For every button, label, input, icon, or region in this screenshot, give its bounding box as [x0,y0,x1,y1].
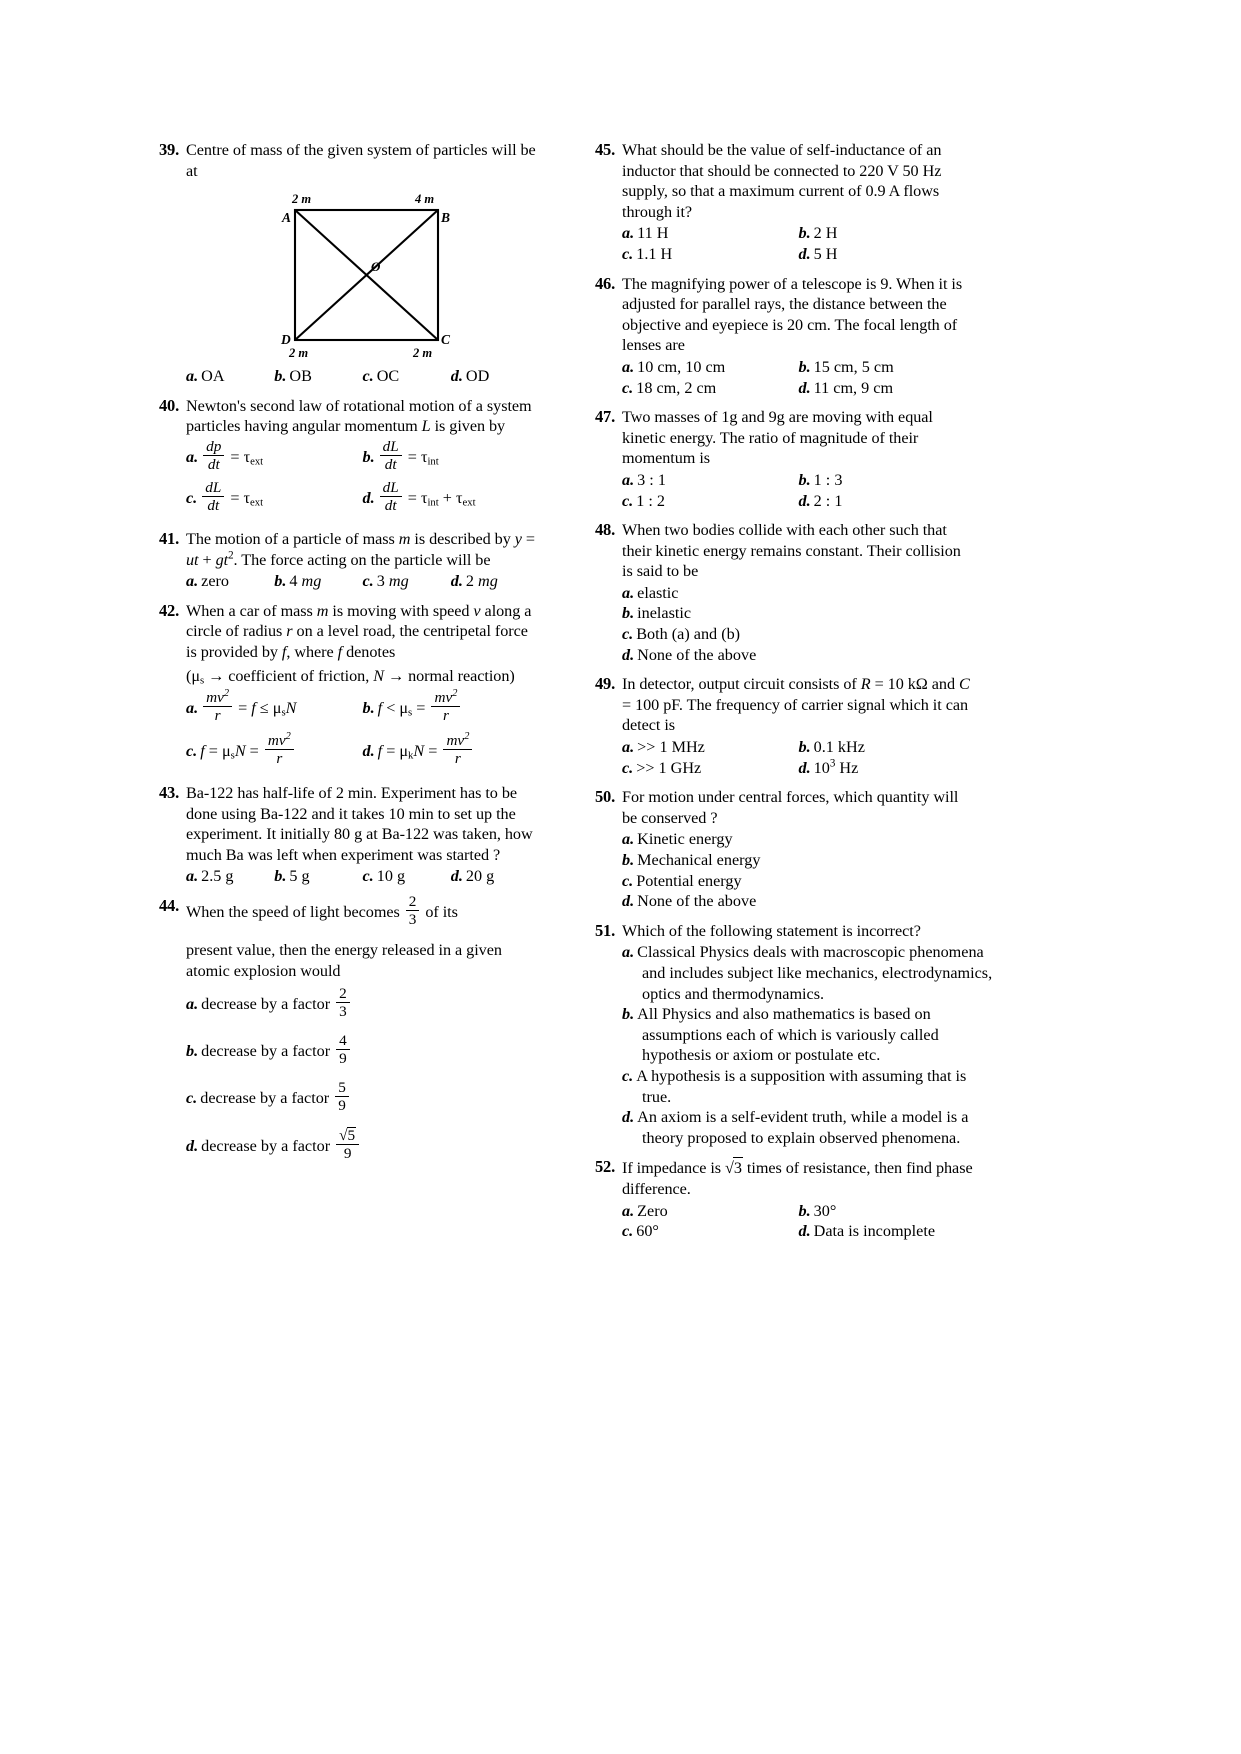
option-text: decrease by a factor $\frac{5}{9}$ [200,1089,351,1107]
option-label: a. [622,830,635,849]
options-52 [622,1201,975,1242]
option-label: c. [622,1222,634,1241]
option-d[interactable] [186,1123,539,1171]
option-text: Zero [637,1201,668,1220]
option-text: OA [201,367,225,386]
question-number: 44. [158,895,179,915]
option-d[interactable] [799,491,976,512]
option-b[interactable] [274,571,362,592]
option-label: d. [186,1136,199,1155]
option-label: c. [622,1066,634,1085]
option-label: b. [798,224,811,243]
options-39 [186,366,539,387]
vertex-label-b: B [441,210,451,226]
question-number: 46. [594,273,615,293]
option-b[interactable] [622,1004,995,1066]
option-text: 30° [813,1201,837,1220]
option-label: d. [798,244,811,263]
option-a[interactable] [186,438,363,479]
option-c[interactable] [622,871,975,892]
option-d[interactable] [799,244,976,265]
option-label: d. [362,742,375,761]
option-label: b. [274,572,287,591]
question-stem: When a car of mass m is moving with speed v along a circle of radius r on a level road, the centripetal force is provided by f, where f denotes [186,601,532,661]
option-label: d. [450,367,463,386]
options-51 [622,942,993,1148]
question-47 [581,407,975,511]
question-stem: Centre of mass of the given system of particles will be at [186,141,536,180]
option-label: a. [186,995,199,1014]
option-text: 1 : 2 [636,491,666,510]
option-label: a. [186,448,199,467]
option-a[interactable] [622,470,799,491]
option-text: 5 g [289,867,310,886]
mass-label-top-right: 4 m [415,192,435,207]
option-text: decrease by a factor $\frac{√5}{9}$ [201,1137,361,1155]
options-50 [622,829,975,911]
option-b[interactable] [799,1201,976,1222]
question-number: 42. [158,600,179,620]
option-label: d. [362,489,375,508]
option-a[interactable] [186,688,363,731]
option-c[interactable] [622,491,799,512]
option-label: a. [186,367,199,386]
option-text: 2 H [813,224,838,243]
question-number: 41. [158,528,179,548]
mass-label-bottom-right: 2 m [413,346,433,361]
option-label: a. [622,1201,635,1220]
option-text: OD [465,367,490,386]
option-b[interactable] [622,603,975,624]
option-label: c. [362,867,374,886]
option-a[interactable] [622,357,799,378]
question-stem: When two bodies collide with each other such that their kinetic energy remains constant. Their collision is said to be [622,521,961,581]
option-a[interactable] [186,571,274,592]
option-text: 0.1 kHz [813,738,865,757]
vertex-label-o: O [371,259,381,275]
option-text: 2 : 1 [813,491,843,510]
options-40 [186,438,539,520]
option-text: 2 mg [465,572,498,591]
option-label: b. [622,1005,635,1024]
question-stem: The magnifying power of a telescope is 9. When it is adjusted for parallel rays, the distance between the objective and eyepiece is 20 cm. The focal length of lenses are [622,274,963,355]
question-stem-cont: present value, then the energy released in a given atomic explosion would [186,940,502,980]
option-label: c. [362,367,374,386]
options-43 [186,866,539,887]
option-c[interactable] [186,731,363,774]
option-label: b. [798,1201,811,1220]
option-text: Mechanical energy [637,851,761,869]
option-a[interactable] [622,1201,799,1222]
option-text: Data is incomplete [813,1222,936,1241]
mass-label-bottom-left: 2 m [289,346,309,361]
option-label: b. [274,367,287,386]
option-text: 10 cm, 10 cm [637,357,726,376]
option-label: c. [186,1089,198,1108]
question-52 [581,1157,975,1241]
option-formula: $f = \mu_kN$ = $\frac{mv^2}{r}$ [378,742,475,760]
option-text: 5 H [813,244,838,263]
option-c[interactable] [622,378,799,399]
option-label: b. [362,448,375,467]
column-right [581,140,993,1251]
option-label: b. [622,851,635,869]
column-left [145,140,539,1251]
option-text: OC [376,367,400,386]
question-42 [145,601,539,774]
option-c[interactable] [363,866,451,887]
question-number: 39. [158,140,179,159]
option-label: c. [622,625,634,644]
option-label: d. [798,758,811,777]
options-41 [186,571,539,592]
option-text: 3 mg [376,572,409,591]
option-formula: $\frac{dL}{dt}$ = $\tau_{int} + \tau_{ext}$ [378,489,476,507]
option-label: b. [274,867,287,886]
option-formula: $\frac{dp}{dt}$ = $\tau_{ext}$ [201,448,263,466]
option-label: a. [186,572,199,591]
option-b[interactable] [274,366,362,387]
option-formula: $f < \mu_s$ = $\frac{mv^2}{r}$ [378,699,463,717]
option-label: c. [186,489,198,508]
options-49 [622,737,975,778]
option-a[interactable] [622,583,975,604]
option-d[interactable] [363,479,540,520]
option-text: 1.1 H [636,244,673,263]
option-text: inelastic [637,604,692,623]
vertex-label-c: C [441,332,451,348]
question-stem: Which of the following statement is incorrect? [622,921,921,940]
option-text: 20 g [465,867,495,886]
option-formula: $\frac{dL}{dt}$ = $\tau_{ext}$ [200,489,263,507]
option-text: 2.5 g [201,867,234,886]
option-label: c. [622,244,634,263]
option-label: d. [798,1222,811,1241]
option-d[interactable] [799,1221,976,1242]
option-text: $10^3$ Hz [813,757,859,777]
option-text: Both (a) and (b) [636,625,741,644]
option-c[interactable] [186,1076,539,1123]
options-44 [186,982,539,1171]
option-label: c. [186,742,198,761]
option-b[interactable] [186,1029,539,1076]
option-b[interactable] [799,357,976,378]
option-b[interactable] [274,866,362,887]
options-47 [622,470,975,511]
option-a[interactable] [622,737,799,758]
question-number: 43. [158,783,179,802]
option-d[interactable] [622,891,975,912]
question-stem: Newton's second law of rotational motion of a system particles having angular momentum L is given by [186,396,532,436]
option-text: An axiom is a self-evident truth, while a model is a theory proposed to explain observed phenomena. [637,1108,969,1147]
question-41 [145,529,539,592]
question-50 [581,787,975,912]
question-43 [145,783,539,887]
option-c[interactable] [622,624,975,645]
option-formula: $f = \mu_sN$ = $\frac{mv^2}{r}$ [200,742,296,760]
option-label: d. [450,572,463,591]
option-text: 18 cm, 2 cm [636,378,717,397]
option-text: 11 H [637,224,669,243]
option-text: None of the above [637,645,757,664]
option-d[interactable] [799,378,976,399]
option-label: d. [622,1108,635,1127]
option-label: d. [622,892,635,911]
option-text: All Physics and also mathematics is based on assumptions each of which is variously called hypothesis or axiom or postulate etc. [637,1005,939,1065]
option-d[interactable] [622,645,975,666]
option-text: 11 cm, 9 cm [813,378,894,397]
options-45 [622,223,975,264]
option-c[interactable] [363,571,451,592]
option-c[interactable] [622,1221,799,1242]
option-a[interactable] [622,223,799,244]
question-51 [581,920,993,1149]
vertex-label-a: A [282,210,292,226]
option-text: >> 1 GHz [636,758,702,777]
option-label: c. [622,758,634,777]
option-label: a. [622,738,635,757]
option-c[interactable] [622,1066,995,1107]
option-c[interactable] [363,366,451,387]
option-d[interactable] [799,758,976,779]
option-b[interactable] [622,850,975,871]
question-stem: If impedance is √3 times of resistance, then find phase difference. [622,1159,973,1198]
option-d[interactable] [622,1107,995,1148]
option-text: >> 1 MHz [637,738,705,757]
option-label: a. [186,699,199,718]
option-b[interactable] [799,470,976,491]
question-49 [581,674,975,778]
question-stem: Two masses of 1g and 9g are moving with equal kinetic energy. The ratio of magnitude of their momentum is [622,408,933,468]
option-text: Potential energy [636,871,742,890]
option-label: a. [186,867,199,886]
option-c[interactable] [622,244,799,265]
option-label: b. [622,604,635,623]
option-label: c. [622,871,634,890]
option-label: b. [362,699,375,718]
option-d[interactable] [451,571,539,592]
question-stem: For motion under central forces, which quantity will be conserved ? [622,788,959,827]
option-b[interactable] [363,688,540,731]
option-label: a. [622,583,635,602]
option-label: a. [622,357,635,376]
option-a[interactable] [622,942,995,1004]
question-number: 49. [594,674,615,694]
option-label: b. [186,1042,199,1061]
question-note: ($\mu_s$ → coefficient of friction, N → normal reaction) [186,667,515,688]
option-text: 15 cm, 5 cm [813,357,894,376]
option-text: A hypothesis is a supposition with assuming that is true. [636,1066,967,1106]
vertex-label-d: D [281,332,291,348]
option-label: d. [622,645,635,664]
option-label: a. [622,224,635,243]
option-label: d. [798,378,811,397]
option-text: None of the above [637,892,757,911]
option-text: zero [201,572,229,591]
option-text: decrease by a factor $\frac{2}{3}$ [201,995,352,1013]
question-stem: The motion of a particle of mass m is described by y = ut + $gt^2$. The force acting on the particle will be [186,529,535,569]
question-stem: Ba-122 has half-life of 2 min. Experiment has to be done using Ba-122 and it takes 10 min to set up the experiment. It initially 80 g at Ba-122 was taken, how much Ba was left when experiment was started ? [186,784,533,864]
question-number: 47. [594,407,615,427]
option-formula: $\frac{dL}{dt}$ = $\tau_{int}$ [378,448,439,466]
question-stem: What should be the value of self-inductance of an inductor that should be connected to 220 V 50 Hz supply, so that a maximum current of 0.9 A flows through it? [622,141,942,221]
option-label: d. [798,491,811,510]
option-b[interactable] [799,223,976,244]
question-39 [145,140,539,387]
option-label: b. [798,357,811,376]
option-a[interactable] [622,829,975,850]
option-formula: $\frac{mv^2}{r}$ = $f \le \mu_sN$ [201,699,296,717]
option-text: 10 g [376,867,406,886]
mass-label-top-left: 2 m [292,192,312,207]
question-number: 50. [594,787,615,807]
option-c[interactable] [186,479,363,520]
option-b[interactable] [363,438,540,479]
question-45 [581,140,975,265]
question-46 [581,274,975,399]
option-a[interactable] [186,982,539,1029]
option-label: d. [450,867,463,886]
options-46 [622,357,975,398]
option-label: b. [798,470,811,489]
option-label: a. [622,470,635,489]
option-label: c. [622,378,634,397]
question-number: 52. [594,1157,615,1177]
option-text: 3 : 1 [637,470,666,489]
question-stem: In detector, output circuit consists of R = 10 kΩ and C = 100 pF. The frequency of carrier signal which it can detect is [622,675,970,735]
option-d[interactable] [363,731,540,774]
options-42 [186,688,539,774]
question-number: 48. [594,520,615,540]
option-label: b. [798,738,811,757]
question-number: 51. [594,920,615,940]
option-text: 1 : 3 [813,470,843,489]
option-text: OB [289,367,312,386]
option-d[interactable] [451,866,539,887]
option-text: 4 mg [289,572,322,591]
option-a[interactable] [186,866,274,887]
question-number: 45. [594,140,615,159]
option-text: Classical Physics deals with macroscopic phenomena and includes subject like mechanics, electrodynamics, optics and thermodynamics. [637,943,993,1003]
option-label: a. [622,943,635,962]
option-a[interactable] [186,366,274,387]
question-40 [145,396,539,520]
option-text: Kinetic energy [637,830,733,849]
option-text: decrease by a factor $\frac{4}{9}$ [201,1042,352,1060]
option-c[interactable] [622,758,799,779]
option-b[interactable] [799,737,976,758]
option-label: c. [362,572,374,591]
question-stem: When the speed of light becomes $\frac{2}{3}$ of its [186,892,458,929]
options-48 [622,583,975,665]
option-d[interactable] [451,366,539,387]
two-column-body [145,140,993,1251]
option-text: elastic [637,583,679,602]
question-44 [145,892,539,1171]
figure-square-with-diagonals [186,185,539,360]
option-text: 60° [636,1222,659,1241]
question-48 [581,520,975,665]
square-diagram-svg [255,185,470,360]
option-label: c. [622,491,634,510]
question-number: 40. [158,395,179,415]
